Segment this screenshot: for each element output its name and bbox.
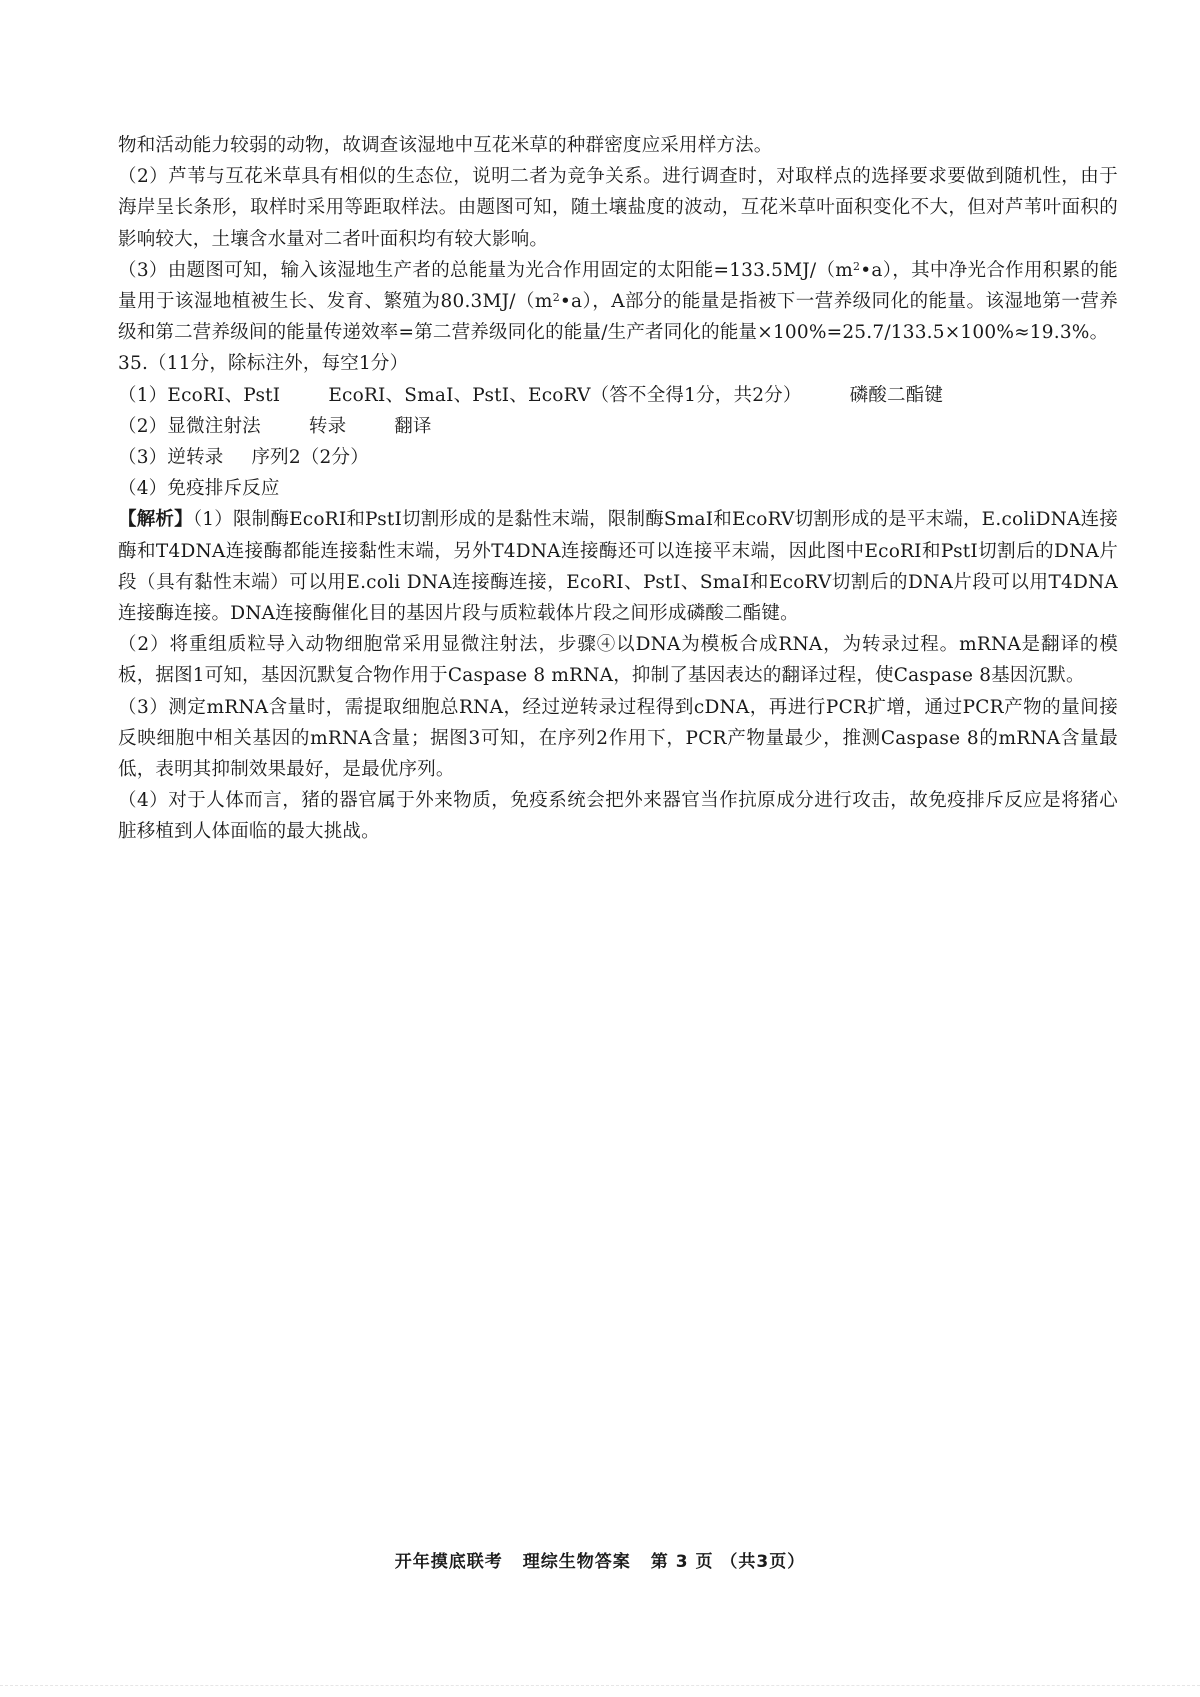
paragraph-q34-continued: 物和活动能力较弱的动物，故调查该湿地中互花米草的种群密度应采用样方法。: [118, 135, 773, 156]
answer-row-3: [118, 442, 1118, 473]
analysis-part2: （2）将重组质粒导入动物细胞常采用显微注射法，步骤④以DNA为模板合成RNA，为转录过程。mRNA是翻译的模板，据图1可知，基因沉默复合物作用于Caspase 8 mRNA，抑制了基因表达的翻译过程，使Caspase 8基因沉默。: [118, 634, 1118, 687]
footer-page-number: 第 3 页 （共3页）: [650, 1552, 806, 1572]
answer-row-2: [118, 411, 1118, 442]
page-footer: [0, 1547, 1200, 1572]
answer-3-a: （3）逆转录: [118, 447, 224, 469]
q34-part3-text-b: •a），其中净光合作用积累的能量用于该湿地植被生长、发育、繁殖为80.3MJ/（m: [118, 259, 1118, 313]
superscript-2: 2: [552, 291, 560, 305]
paragraph-q34-part2: （2）芦苇与互花米草具有相似的生态位，说明二者为竞争关系。进行调查时，对取样点的选择要求要做到随机性，由于海岸呈长条形，取样时采用等距取样法。由题图可知，随土壤盐度的波动，互花米草叶面积变化不大，但对芦苇叶面积的影响较大，土壤含水量对二者叶面积均有较大影响。: [118, 166, 1118, 250]
footer-subject: 理综生物答案: [522, 1552, 631, 1572]
analysis-part3: （3）测定mRNA含量时，需提取细胞总RNA，经过逆转录过程得到cDNA，再进行PCR扩增，通过PCR产物的量间接反映细胞中相关基因的mRNA含量；据图3可知，在序列2作用下，PCR产物量最少，推测Caspase 8的mRNA含量最低，表明其抑制效果最好，是最优序列。: [118, 696, 1118, 781]
answer-3-b: 序列2（2分）: [251, 447, 369, 469]
answer-2-c: 翻译: [394, 415, 432, 437]
answer-1-b: EcoRI、SmaI、PstⅠ、EcoRV（答不全得1分，共2分）: [328, 384, 802, 406]
footer-exam-name: 开年摸底联考: [394, 1552, 503, 1572]
analysis-tag: 【解析】: [118, 509, 193, 531]
analysis-part1-text: （1）限制酶EcoRⅠ和PstⅠ切割形成的是黏性末端，限制酶SmaⅠ和EcoRV切割形成的是平末端，E.coliDNA连接酶和T4DNA连接酶都能连接黏性末端，另外T4DNA连接酶还可以连接平末端，因此图中EcoRI和PstI切割后的DNA片段（具有黏性末端）可以用E.coli DNA连接酶连接，EcoRⅠ、PstⅠ、SmaⅠ和EcoRV切割后的DNA片段可以用T4DNA连接酶连接。DNA连接酶催化目的基因片段与质粒载体片段之间形成磷酸二酯键。: [118, 509, 1118, 625]
bottom-divider: [0, 1685, 1200, 1687]
superscript-2: 2: [853, 259, 861, 273]
analysis-part1: [118, 504, 1118, 629]
answer-2-a: （2）显微注射法: [118, 415, 261, 437]
answer-content: [118, 130, 1118, 848]
q34-part3-text-a: （3）由题图可知，输入该湿地生产者的总能量为光合作用固定的太阳能=133.5MJ/（m: [118, 259, 854, 281]
q34-part3-text-c: •a），A部分的能量是指被下一营养级同化的能量。该湿地第一营养级和第二营养级间的能量传递效率=第二营养级同化的能量/生产者同化的能量×100%=25.7/133.5×100%≈19.3%。: [118, 291, 1118, 344]
answer-1-c: 磷酸二酯键: [849, 384, 944, 406]
answer-2-b: 转录: [308, 415, 347, 437]
answer-1-a: （1）EcoRI、PstI: [118, 384, 281, 406]
answer-row-1: [118, 380, 1118, 411]
paragraph-q34-part3: [118, 255, 1118, 349]
question-35-header: 35.（11分，除标注外，每空1分）: [118, 353, 409, 375]
answer-row-4: [118, 473, 1118, 504]
answer-4-a: （4）免疫排斥反应: [118, 478, 280, 500]
analysis-part4: （4）对于人体而言，猪的器官属于外来物质，免疫系统会把外来器官当作抗原成分进行攻击，故免疫排斥反应是将猪心脏移植到人体面临的最大挑战。: [118, 790, 1118, 843]
